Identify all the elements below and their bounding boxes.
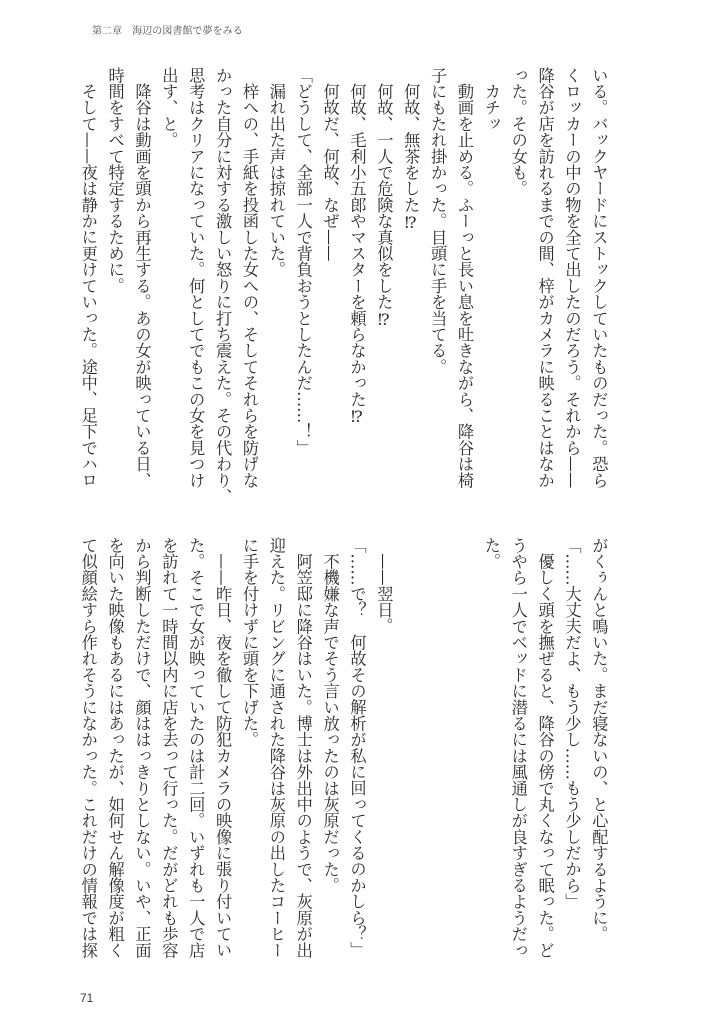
text-line: ——昨日、夜を徹して防犯カメラの映像に張り付いてい (213, 537, 233, 959)
text-line: 出す、と。 (159, 67, 179, 148)
text-line: ——翌日。 (374, 537, 394, 635)
text-line: を訪れて一時間以内に店を去って行った。だがどれも歩容 (159, 537, 179, 959)
text-line: に手を付けずに頭を下げた。 (240, 537, 260, 748)
text-block-upper (74, 67, 612, 507)
text-line: かった自分に対する激しい怒りに打ち震えた。その代わり、 (213, 67, 233, 505)
text-line: 阿笠邸に降谷はいた。博士は外出中のようで、灰原が出 (293, 537, 313, 959)
text-line: から判断しただけで、顔ははっきりとしない。いや、正面 (132, 537, 152, 959)
text-line: 降谷は動画を頭から再生する。あの女が映っている日、 (132, 67, 152, 489)
text-line: がくぅんと鳴いた。まだ寝ないの、と心配するように。 (589, 537, 609, 942)
text-line: 漏れ出た声は掠れていた。 (266, 67, 286, 278)
text-line: そして——夜は静かに更けていった。途中、足下でハロ (78, 67, 98, 489)
text-line: 「どうして、全部一人で背負おうとしたんだ……！」 (293, 67, 313, 456)
text-line: 優しく頭を撫ぜると、降谷の傍で丸くなって眠った。ど (535, 537, 555, 959)
text-line: 何故だ、何故、なぜ—— (320, 67, 340, 262)
text-line: 思考はクリアになっていた。何としてでもこの女を見つけ (186, 67, 206, 489)
text-line: を向いた映像もあるにはあったが、如何せん解像度が粗く (105, 537, 125, 959)
text-line: 不機嫌な声でそう言い放ったのは灰原だった。 (320, 537, 340, 894)
text-line: いる。バックヤードにストックしていたものだった。恐ら (589, 67, 609, 489)
text-line: 梓への、手紙を投函した女への、そしてそれらを防げな (240, 67, 260, 489)
scene-break-line (450, 537, 477, 977)
text-line: 迎えた。リビングに通された降谷は灰原の出したコーヒー (266, 537, 286, 959)
text-line: カチッ (481, 67, 501, 132)
text-line: 時間をすべて特定するために。 (105, 67, 125, 294)
text-line: 動画を止める。ふーっと長い息を吐きながら、降谷は椅 (455, 67, 475, 489)
text-block-lower (74, 537, 612, 977)
text-line: 子にもたれ掛かった。目頭に手を当てる。 (428, 67, 448, 375)
text-line: 「……大丈夫だよ、もう少し……もう少しだから」 (562, 537, 582, 910)
text-line: うやら一人でベッドに潜るには風通しが良すぎるようだっ (508, 537, 528, 959)
text-line: った。その女も。 (508, 67, 528, 197)
text-line: た。 (481, 537, 501, 570)
text-line: 何故、毛利小五郎やマスターを頼らなかった⁉ (347, 67, 367, 427)
text-line: 降谷が店を訪れるまでの間、梓がカメラに映ることはなか (535, 67, 555, 489)
page-number: 71 (80, 991, 94, 1005)
text-line: 何故、一人で危険な真似をした⁉ (374, 67, 394, 329)
text-line: くロッカーの中の物を全て出したのだろう。それから—— (562, 67, 582, 489)
scene-break-line (423, 537, 450, 977)
text-line: て似顔絵すら作れそうになかった。これだけの情報では探 (78, 537, 98, 959)
running-header: 第二章 海辺の図書館で夢をみる (92, 26, 243, 37)
text-line: 「……で？ 何故その解析が私に回ってくるのかしら？」 (347, 537, 367, 959)
scene-break-line (396, 537, 423, 977)
text-line: た。そこで女が映っていたのは計二回。いずれも一人で店 (186, 537, 206, 959)
text-line: 何故、無茶をした⁉ (401, 67, 421, 232)
